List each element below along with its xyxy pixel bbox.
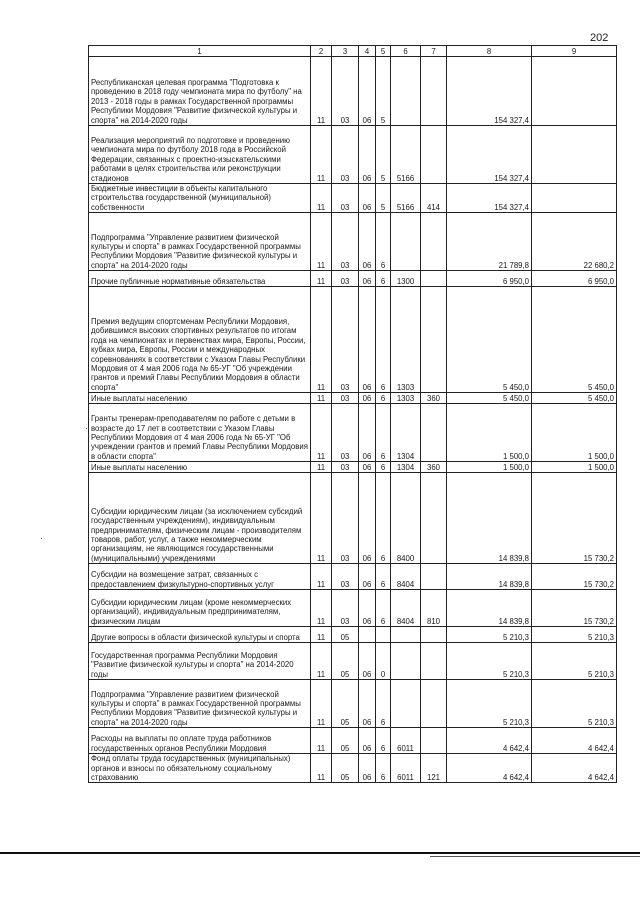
sum-2016-cell: 22 680,2 [532,213,617,271]
sum-2015-cell: 1 500,0 [447,462,532,473]
row-name-cell: Прочие публичные нормативные обязательства [89,271,311,287]
sum-2016-cell: 4 642,4 [532,754,617,783]
subprogram-code-cell: 6 [376,473,391,564]
sum-2016-cell: 15 730,2 [532,590,617,627]
program-code-cell: 06 [359,590,376,627]
program-code-cell: 06 [359,754,376,783]
subprogram-code-cell: 6 [376,287,391,393]
sum-2016-cell: 1 500,0 [532,462,617,473]
subsection-code-cell: 03 [332,393,359,404]
subprogram-code-cell: 5 [376,57,391,126]
section-code-cell: 11 [311,728,332,754]
subsection-code-cell: 05 [332,680,359,728]
program-code-cell: 06 [359,680,376,728]
item-code-cell: 8404 [391,590,421,627]
program-code-cell: 06 [359,564,376,590]
program-code-cell: 06 [359,184,376,213]
expense-type-cell [421,213,447,271]
subsection-code-cell: 03 [332,287,359,393]
table-row [89,627,617,643]
sum-2016-cell: 5 450,0 [532,287,617,393]
expense-type-cell [421,126,447,184]
sum-2015-cell: 154 327,4 [447,184,532,213]
sum-2016-cell: 5 210,3 [532,643,617,680]
sum-2015-cell: 14 839,8 [447,564,532,590]
expense-type-cell [421,473,447,564]
item-code-cell: 6011 [391,754,421,783]
subsection-code-cell: 03 [332,473,359,564]
expense-type-cell: 121 [421,754,447,783]
expense-type-cell [421,680,447,728]
section-code-cell: 11 [311,271,332,287]
item-code-cell: 1304 [391,404,421,462]
sum-2016-cell: 6 950,0 [532,271,617,287]
column-header: 3 [332,46,359,57]
expense-type-cell [421,287,447,393]
table-row [89,271,617,287]
item-code-cell: 1303 [391,393,421,404]
table-header-row [89,46,617,57]
sum-2016-cell: 15 730,2 [532,473,617,564]
sum-2015-cell: 154 327,4 [447,57,532,126]
sum-2015-cell: 6 950,0 [447,271,532,287]
column-header: 4 [359,46,376,57]
section-code-cell: 11 [311,590,332,627]
sum-2015-cell: 14 839,8 [447,473,532,564]
row-name-cell: Бюджетные инвестиции в объекты капитального строительства государственной (муниципальной) собственности [89,184,311,213]
expense-type-cell [421,627,447,643]
expense-type-cell: 360 [421,462,447,473]
item-code-cell [391,680,421,728]
section-code-cell: 11 [311,462,332,473]
section-code-cell: 11 [311,404,332,462]
page-number: 202 [590,32,609,44]
program-code-cell: 06 [359,462,376,473]
expense-type-cell: 810 [421,590,447,627]
program-code-cell: 06 [359,393,376,404]
program-code-cell: 06 [359,57,376,126]
sum-2015-cell: 4 642,4 [447,754,532,783]
subprogram-code-cell: 0 [376,643,391,680]
program-code-cell: 06 [359,213,376,271]
subsection-code-cell: 03 [332,57,359,126]
section-code-cell: 11 [311,680,332,728]
section-code-cell: 11 [311,126,332,184]
sum-2015-cell: 14 839,8 [447,590,532,627]
column-header: 6 [391,46,421,57]
item-code-cell: 5166 [391,184,421,213]
column-header: 9 [532,46,617,57]
row-name-cell: Реализация мероприятий по подготовке и проведению чемпионата мира по футболу 2018 года в Российской Федерации, связанных с проектно-изыскательскими работами в целях строительства или реконструкции стадионов [89,126,311,184]
expense-type-cell [421,271,447,287]
subsection-code-cell: 03 [332,271,359,287]
item-code-cell: 1303 [391,287,421,393]
subprogram-code-cell: 6 [376,393,391,404]
sum-2015-cell: 5 210,3 [447,680,532,728]
subprogram-code-cell: 6 [376,271,391,287]
sum-2015-cell: 5 210,3 [447,643,532,680]
row-name-cell: Другие вопросы в области физической культуры и спорта [89,627,311,643]
subprogram-code-cell: 6 [376,404,391,462]
sum-2015-cell: 5 210,3 [447,627,532,643]
sum-2016-cell: 5 210,3 [532,680,617,728]
subprogram-code-cell: 6 [376,462,391,473]
column-header: 5 [376,46,391,57]
bottom-rule-thin [430,856,640,857]
bottom-rule [0,852,640,854]
table-row [89,184,617,213]
subsection-code-cell: 05 [332,643,359,680]
subprogram-code-cell: 6 [376,564,391,590]
subprogram-code-cell: 6 [376,754,391,783]
subsection-code-cell: 03 [332,590,359,627]
sum-2015-cell: 21 789,8 [447,213,532,271]
row-name-cell: Субсидии юридическим лицам (за исключением субсидий государственным учреждениям), индивидуальным предпринимателям, физическим лицам - производителям товаров, работ, услуг, а также некоммерческим организациям, не являющимся государственными (муниципальными) учреждениями [89,473,311,564]
sum-2015-cell: 154 327,4 [447,126,532,184]
section-code-cell: 11 [311,754,332,783]
item-code-cell [391,213,421,271]
item-code-cell: 8404 [391,564,421,590]
section-code-cell: 11 [311,627,332,643]
table-row [89,126,617,184]
sum-2016-cell: 4 642,4 [532,728,617,754]
expense-type-cell [421,728,447,754]
sum-2016-cell [532,184,617,213]
expense-type-cell: 360 [421,393,447,404]
table-row [89,393,617,404]
row-name-cell: Субсидии юридическим лицам (кроме некоммерческих организаций), индивидуальным предпринимателям, физическим лицам [89,590,311,627]
table-row [89,643,617,680]
sum-2015-cell: 1 500,0 [447,404,532,462]
table-row [89,728,617,754]
subprogram-code-cell: 5 [376,126,391,184]
subsection-code-cell: 03 [332,126,359,184]
program-code-cell: 06 [359,287,376,393]
sum-2016-cell: 5 450,0 [532,393,617,404]
row-name-cell: Подпрограмма "Управление развитием физической культуры и спорта" в рамках Государственной программы Республики Мордовия "Развитие физической культуры и спорта" на 2014-2020 годы [89,213,311,271]
item-code-cell: 5166 [391,126,421,184]
sum-2015-cell: 5 450,0 [447,287,532,393]
table-row [89,473,617,564]
row-name-cell: Фонд оплаты труда государственных (муниципальных) органов и взносы по обязательному социальному страхованию [89,754,311,783]
table-row [89,564,617,590]
subprogram-code-cell: 6 [376,680,391,728]
program-code-cell: 06 [359,126,376,184]
sum-2015-cell: 4 642,4 [447,728,532,754]
sum-2016-cell: 5 210,3 [532,627,617,643]
table-row [89,680,617,728]
row-name-cell: Гранты тренерам-преподавателям по работе с детьми в возрасте до 17 лет в соответствии с Указом Главы Республики Мордовия от 4 мая 2006 года № 65-УГ "Об учреждении грантов и премий Главы Республики Мордовия в области спорта" [89,404,311,462]
section-code-cell: 11 [311,393,332,404]
section-code-cell: 11 [311,57,332,126]
table-row [89,754,617,783]
item-code-cell: 1304 [391,462,421,473]
column-header: 7 [421,46,447,57]
column-header: 8 [447,46,532,57]
row-name-cell: Иные выплаты населению [89,393,311,404]
subsection-code-cell: 03 [332,462,359,473]
subsection-code-cell: 03 [332,213,359,271]
section-code-cell: 11 [311,564,332,590]
program-code-cell: 06 [359,404,376,462]
table-body [89,57,617,783]
row-name-cell: Государственная программа Республики Мордовия "Развитие физической культуры и спорта" на 2014-2020 годы [89,643,311,680]
table-row [89,57,617,126]
section-code-cell: 11 [311,184,332,213]
expense-type-cell: 414 [421,184,447,213]
table-row [89,287,617,393]
sum-2016-cell: 1 500,0 [532,404,617,462]
expense-type-cell [421,643,447,680]
row-name-cell: Субсидии на возмещение затрат, связанных с предоставлением физкультурно-спортивных услуг [89,564,311,590]
column-header: 1 [89,46,311,57]
subsection-code-cell: 03 [332,184,359,213]
subprogram-code-cell: 6 [376,728,391,754]
budget-table [88,45,617,783]
table-row [89,590,617,627]
subprogram-code-cell: 5 [376,184,391,213]
subsection-code-cell: 05 [332,627,359,643]
program-code-cell [359,627,376,643]
expense-type-cell [421,404,447,462]
row-name-cell: Расходы на выплаты по оплате труда работников государственных органов Республики Мордовия [89,728,311,754]
margin-mark: · [85,423,88,433]
row-name-cell: Республиканская целевая программа "Подготовка к проведению в 2018 году чемпионата мира по футболу" на 2013 - 2018 годы в рамках Государственной программы Республики Мордовия "Развитие физической культуры и спорта" на 2014-2020 годы [89,57,311,126]
item-code-cell: 6011 [391,728,421,754]
row-name-cell: Иные выплаты населению [89,462,311,473]
program-code-cell: 06 [359,643,376,680]
section-code-cell: 11 [311,643,332,680]
row-name-cell: Премия ведущим спортсменам Республики Мордовия, добившимся высоких спортивных результатов по итогам года на чемпионатах и первенствах мира, Европы, России, кубках мира, Европы, России и международных соревнованиях в соответствии с Указом Главы Республики Мордовия от 4 мая 2006 года № 65-УГ "Об учреждении грантов и премий Главы Республики Мордовия в области спорта" [89,287,311,393]
section-code-cell: 11 [311,473,332,564]
table-row [89,404,617,462]
sum-2016-cell [532,57,617,126]
item-code-cell [391,627,421,643]
row-name-cell: Подпрограмма "Управление развитием физической культуры и спорта" в рамках Государственной программы Республики Мордовия "Развитие физической культуры и спорта" на 2014-2020 годы [89,680,311,728]
sum-2016-cell [532,126,617,184]
margin-mark: · [40,533,43,543]
expense-type-cell [421,564,447,590]
expense-type-cell [421,57,447,126]
sum-2015-cell: 5 450,0 [447,393,532,404]
subsection-code-cell: 03 [332,404,359,462]
table-row [89,213,617,271]
subsection-code-cell: 05 [332,754,359,783]
section-code-cell: 11 [311,287,332,393]
sum-2016-cell: 15 730,2 [532,564,617,590]
subsection-code-cell: 05 [332,728,359,754]
section-code-cell: 11 [311,213,332,271]
subprogram-code-cell: 6 [376,213,391,271]
program-code-cell: 06 [359,473,376,564]
program-code-cell: 06 [359,271,376,287]
item-code-cell [391,643,421,680]
item-code-cell: 8400 [391,473,421,564]
subsection-code-cell: 03 [332,564,359,590]
table-row [89,462,617,473]
program-code-cell: 06 [359,728,376,754]
subprogram-code-cell [376,627,391,643]
item-code-cell: 1300 [391,271,421,287]
column-header: 2 [311,46,332,57]
subprogram-code-cell: 6 [376,590,391,627]
item-code-cell [391,57,421,126]
